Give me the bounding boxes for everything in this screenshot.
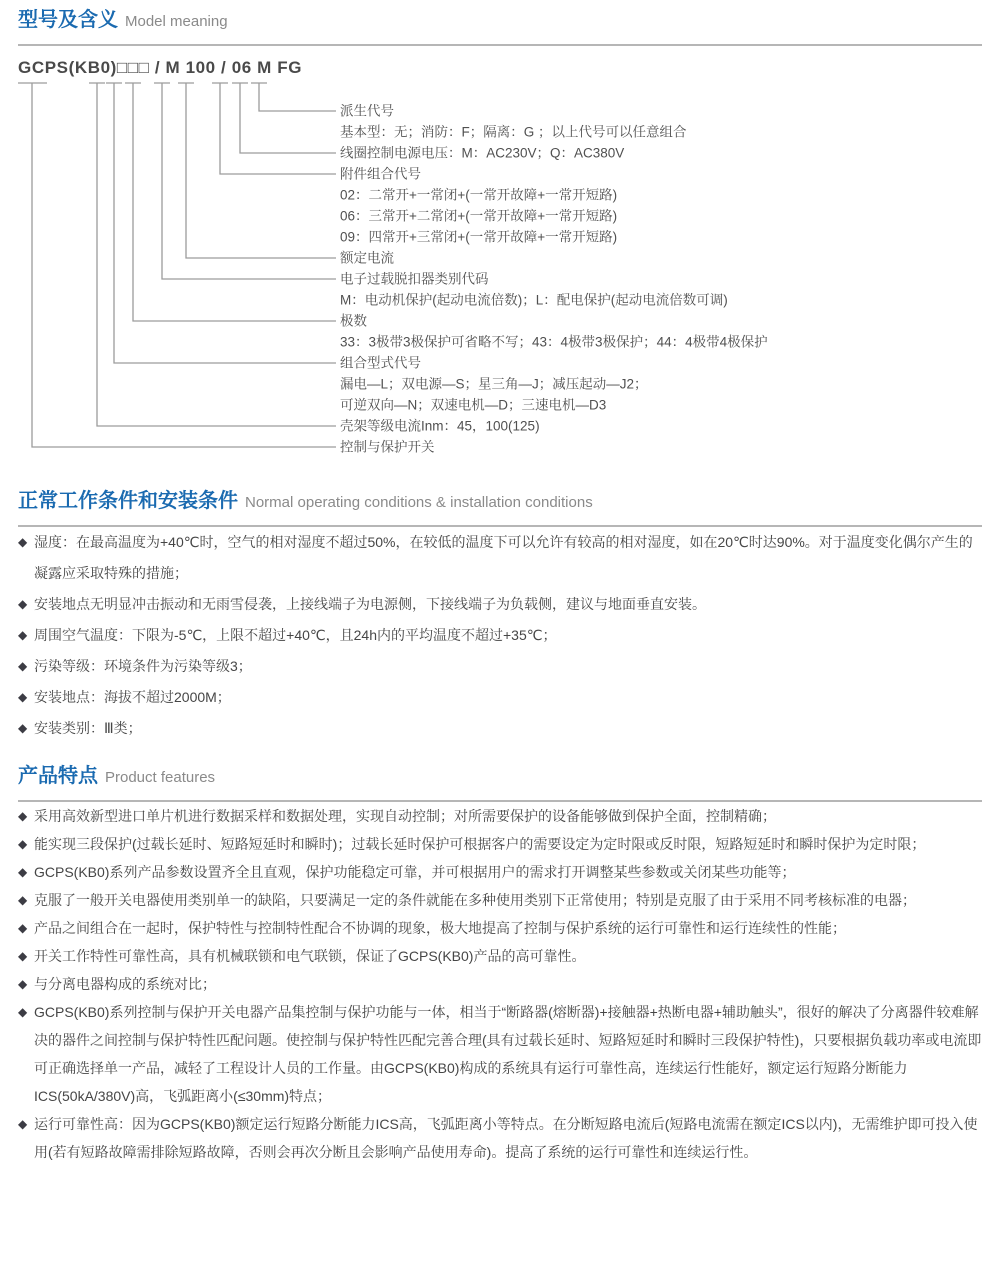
diagram-sublabel: 09：四常开+三常闭+(一常开故障+一常开短路) (340, 229, 618, 245)
section-title-zh: 型号及含义 (18, 9, 118, 31)
bullet-text: 产品之间组合在一起时，保护特性与控制特性配合不协调的现象，极大地提高了控制与保护系统的运行可靠性和运行连续性的性能； (34, 920, 846, 936)
diagram-sublabel: M：电动机保护(起动电流倍数)；L：配电保护(起动电流倍数可调) (340, 292, 728, 308)
diagram-connector-line (212, 83, 336, 174)
bullet-text: 安装地点无明显冲击振动和无雨雪侵袭，上接线端子为电源侧，下接线端子为负载侧，建议与地面垂直安装。 (34, 596, 706, 612)
bullet-text: 开关工作特性可靠性高，具有机械联锁和电气联锁，保证了GCPS(KB0)产品的高可靠性。 (34, 948, 586, 964)
section-title-zh: 产品特点 (18, 765, 98, 787)
section-title (18, 764, 982, 790)
bullet-text: 克服了一般开关电器使用类别单一的缺陷，只要满足一定的条件就能在多种使用类别下正常使用；特别是克服了由于采用不同考核标准的电器； (34, 892, 916, 908)
diagram-label: 附件组合代号 (340, 166, 421, 182)
section-header (18, 764, 982, 802)
bullet-text: 周围空气温度：下限为-5℃，上限不超过+40℃，且24h内的平均温度不超过+35℃； (34, 627, 557, 643)
features-list (18, 802, 982, 1166)
bullet-item (18, 970, 982, 998)
diamond-bullet-icon: ◆ (18, 921, 28, 935)
section-title-en: Product features (105, 769, 216, 786)
section-header (18, 8, 982, 46)
conditions-list (18, 527, 982, 744)
section-product-features (18, 764, 982, 1166)
bullet-text: 与分离电器构成的系统对比； (34, 976, 216, 992)
bullet-item (18, 589, 982, 620)
diagram-connector-line (251, 83, 336, 111)
diagram-connector-line (178, 83, 336, 258)
section-title-zh: 正常工作条件和安装条件 (18, 490, 238, 512)
section-model-meaning (18, 8, 982, 473)
diagram-sublabel: 可逆双向—N；双速电机—D；三速电机—D3 (340, 397, 607, 413)
diagram-sublabel: 基本型：无；消防：F；隔离：G ；以上代号可以任意组合 (340, 124, 687, 140)
diagram-label: 极数 (340, 313, 367, 329)
bullet-item (18, 914, 982, 942)
bullet-text: GCPS(KB0)系列控制与保护开关电器产品集控制与保护功能与一体，相当于“断路器(熔断器)+接触器+热断电器+辅助触头”，很好的解决了分离器件较难解决的器件之间控制与保护特性匹配问题。使控制与保护特性匹配完善合理(具有过载长延时、短路短延时和瞬时三段保护特性)，只要根据负载功率或电流即可正确选择单一产品，减轻了工程设计人员的工作量。由GCPS(KB0)构成的系统具有运行可靠性高，连续运行性能好，额定运行短路分断能力ICS(50kA/380V)高，飞弧距离小(≤30mm)特点； (34, 1004, 982, 1104)
diagram-sublabel: 02：二常开+一常闭+(一常开故障+一常开短路) (340, 187, 618, 203)
bullet-text: 湿度：在最高温度为+40℃时，空气的相对湿度不超过50%，在较低的温度下可以允许有较高的相对湿度，如在20℃时达90%。对于温度变化偶尔产生的凝露应采取特殊的措施； (34, 534, 973, 581)
diamond-bullet-icon: ◆ (18, 1005, 28, 1019)
bullet-text: GCPS(KB0)系列产品参数设置齐全且直观，保护功能稳定可靠，并可根据用户的需求打开调整某些参数或关闭某些功能等； (34, 864, 796, 880)
diamond-bullet-icon: ◆ (18, 690, 28, 704)
section-title (18, 489, 982, 515)
bullet-text: 安装类别：Ⅲ类； (34, 720, 142, 736)
diagram-label: 壳架等级电流Inm：45，100(125) (340, 418, 540, 434)
header-divider (18, 44, 982, 46)
bullet-text: 运行可靠性高：因为GCPS(KB0)额定运行短路分断能力ICS高，飞弧距离小等特点。在分断短路电流后(短路电流需在额定ICS以内)，无需维护即可投入使用(若有短路故障需排除短路故障，否则会再次分断且会影响产品使用寿命)。提高了系统的运行可靠性和连续运行性。 (34, 1116, 978, 1160)
diagram-label: 额定电流 (340, 250, 394, 266)
diamond-bullet-icon: ◆ (18, 628, 28, 642)
section-title-en: Model meaning (125, 13, 228, 30)
diagram-connector-line (18, 83, 336, 447)
bullet-text: 能实现三段保护(过载长延时、短路短延时和瞬时)；过载长延时保护可根据客户的需要设定为定时限或反时限，短路短延时和瞬时保护为定时限； (34, 836, 926, 852)
bullet-item (18, 830, 982, 858)
bullet-item (18, 620, 982, 651)
bullet-item (18, 858, 982, 886)
diamond-bullet-icon: ◆ (18, 597, 28, 611)
diamond-bullet-icon: ◆ (18, 837, 28, 851)
diamond-bullet-icon: ◆ (18, 1117, 28, 1131)
section-header (18, 489, 982, 527)
bullet-item (18, 886, 982, 914)
diamond-bullet-icon: ◆ (18, 721, 28, 735)
diamond-bullet-icon: ◆ (18, 893, 28, 907)
diagram-connector-line (232, 83, 336, 153)
bullet-text: 安装地点：海拔不超过2000M； (34, 689, 231, 705)
diamond-bullet-icon: ◆ (18, 977, 28, 991)
bullet-item (18, 651, 982, 682)
diagram-label: 派生代号 (340, 103, 394, 119)
model-code: GCPS(KB0)□□□ / M 100 / 06 M FG (18, 58, 303, 77)
bullet-item (18, 942, 982, 970)
diagram-label: 线圈控制电源电压：M：AC230V；Q：AC380V (340, 145, 625, 161)
bullet-item (18, 682, 982, 713)
diagram-connector-line (154, 83, 336, 279)
bullet-item (18, 1110, 982, 1166)
diamond-bullet-icon: ◆ (18, 865, 28, 879)
model-diagram (18, 58, 982, 473)
diagram-sublabel: 06：三常开+二常闭+(一常开故障+一常开短路) (340, 208, 618, 224)
diagram-label: 控制与保护开关 (340, 439, 435, 455)
bullet-item (18, 713, 982, 744)
diagram-connector-line (125, 83, 336, 321)
diamond-bullet-icon: ◆ (18, 659, 28, 673)
bullet-text: 污染等级：环境条件为污染等级3； (34, 658, 252, 674)
diagram-label: 电子过载脱扣器类别代码 (340, 271, 489, 287)
diagram-sublabel: 33：3极带3极保护可省略不写；43：4极带3极保护；44：4极带4极保护 (340, 334, 768, 350)
bullet-item (18, 802, 982, 830)
section-operating-conditions (18, 489, 982, 744)
bullet-item (18, 527, 982, 589)
diamond-bullet-icon: ◆ (18, 949, 28, 963)
diagram-sublabel: 漏电—L；双电源—S；星三角—J；减压起动—J2； (340, 376, 648, 392)
bullet-item (18, 998, 982, 1110)
section-title-en: Normal operating conditions & installation conditions (245, 494, 593, 511)
diagram-label: 组合型式代号 (340, 355, 421, 371)
diamond-bullet-icon: ◆ (18, 535, 28, 549)
bullet-text: 采用高效新型进口单片机进行数据采样和数据处理，实现自动控制；对所需要保护的设备能够做到保护全面，控制精确； (34, 808, 776, 824)
section-title (18, 8, 982, 34)
diamond-bullet-icon: ◆ (18, 809, 28, 823)
diagram-connector-line (89, 83, 336, 426)
